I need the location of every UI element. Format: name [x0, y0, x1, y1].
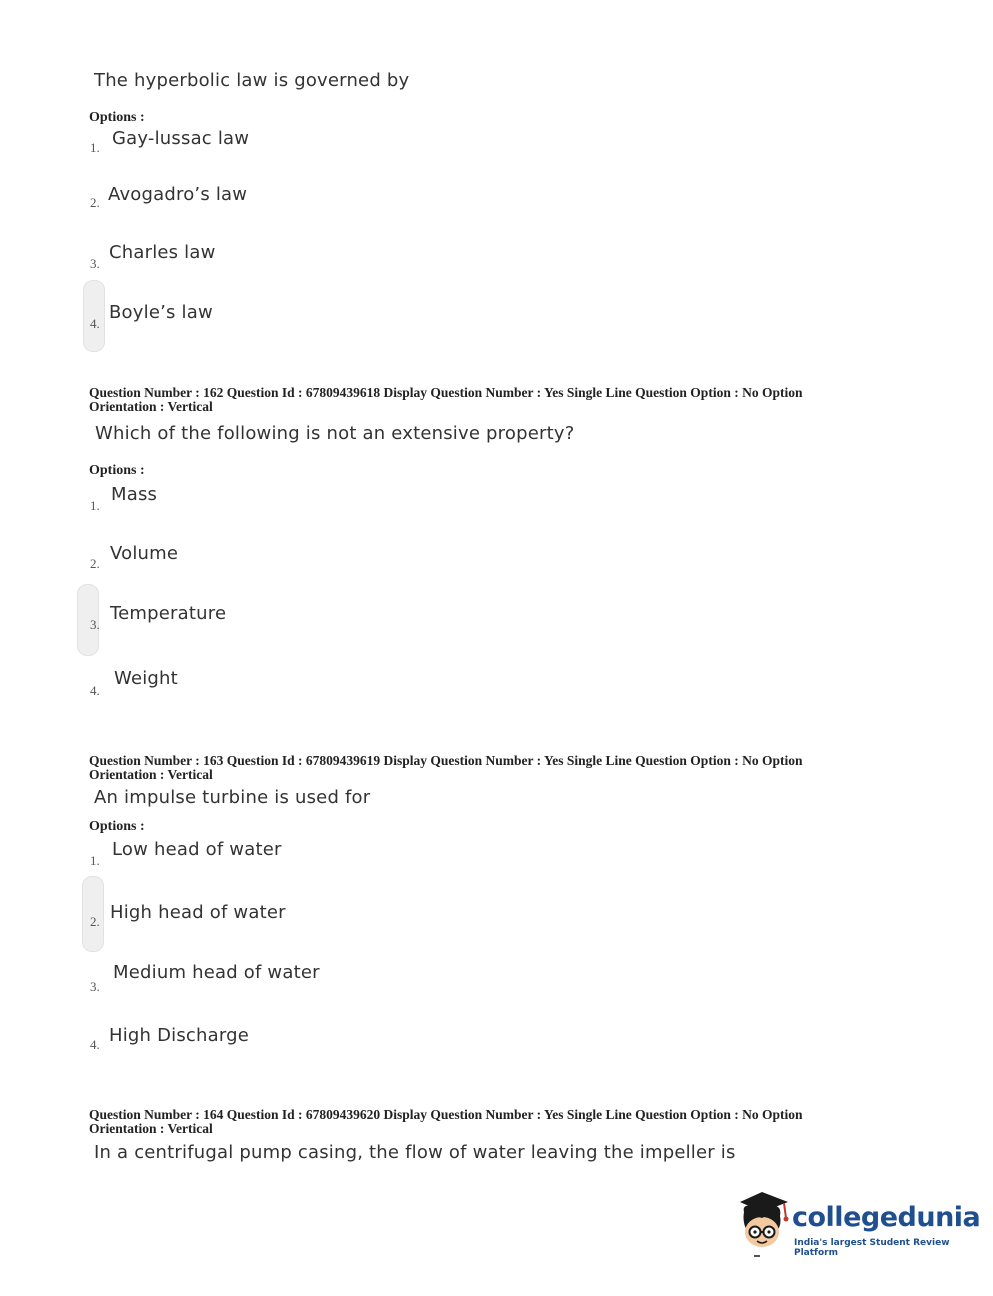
option-text: Gay-lussac law [112, 128, 250, 149]
option-number: 4. [90, 316, 100, 331]
question-meta-orientation: Orientation : Vertical [89, 767, 213, 782]
option-text: Low head of water [112, 839, 282, 860]
option-text: High head of water [110, 902, 286, 923]
option-number: 2. [90, 556, 100, 571]
option-text: Weight [114, 668, 178, 689]
options-label: Options : [89, 819, 145, 834]
option-text: Temperature [110, 603, 227, 624]
option-text: Mass [111, 484, 158, 505]
options-label: Options : [89, 463, 145, 478]
question-meta-orientation: Orientation : Vertical [89, 1121, 213, 1136]
option-number: 2. [90, 195, 100, 210]
option-number: 3. [90, 617, 100, 632]
logo-wordmark: collegedunia [792, 1202, 981, 1233]
question-meta-orientation: Orientation : Vertical [89, 399, 213, 414]
option-number: 4. [90, 683, 100, 698]
option-text: Boyle’s law [109, 302, 213, 323]
question-text: The hyperbolic law is governed by [94, 70, 410, 91]
option-number: 3. [90, 256, 100, 271]
option-number: 1. [90, 853, 100, 868]
option-text: Volume [110, 543, 179, 564]
logo-tagline: India's largest Student Review Platform [794, 1238, 950, 1258]
option-number: 3. [90, 979, 100, 994]
question-text: Which of the following is not an extensive property? [95, 423, 575, 444]
question-text: In a centrifugal pump casing, the flow of water leaving the impeller is [94, 1142, 736, 1163]
option-number: 4. [90, 1037, 100, 1052]
option-number: 1. [90, 140, 100, 155]
option-text: Medium head of water [113, 962, 320, 983]
option-number: 2. [90, 914, 100, 929]
option-text: High Discharge [109, 1025, 250, 1046]
options-label: Options : [89, 110, 145, 125]
question-text: An impulse turbine is used for [94, 787, 371, 808]
option-number: 1. [90, 498, 100, 513]
mascot-icon [736, 1190, 792, 1260]
question-meta: Question Number : 162 Question Id : 67809439618 Display Question Number : Yes Single Line Question Option : No Option [89, 385, 803, 400]
option-text: Avogadro’s law [108, 184, 248, 205]
option-text: Charles law [109, 242, 216, 263]
question-meta: Question Number : 163 Question Id : 67809439619 Display Question Number : Yes Single Line Question Option : No Option [89, 753, 803, 768]
question-meta: Question Number : 164 Question Id : 67809439620 Display Question Number : Yes Single Line Question Option : No Option [89, 1107, 803, 1122]
cutoff-text [89, 1185, 119, 1188]
collegedunia-logo [736, 1190, 981, 1260]
